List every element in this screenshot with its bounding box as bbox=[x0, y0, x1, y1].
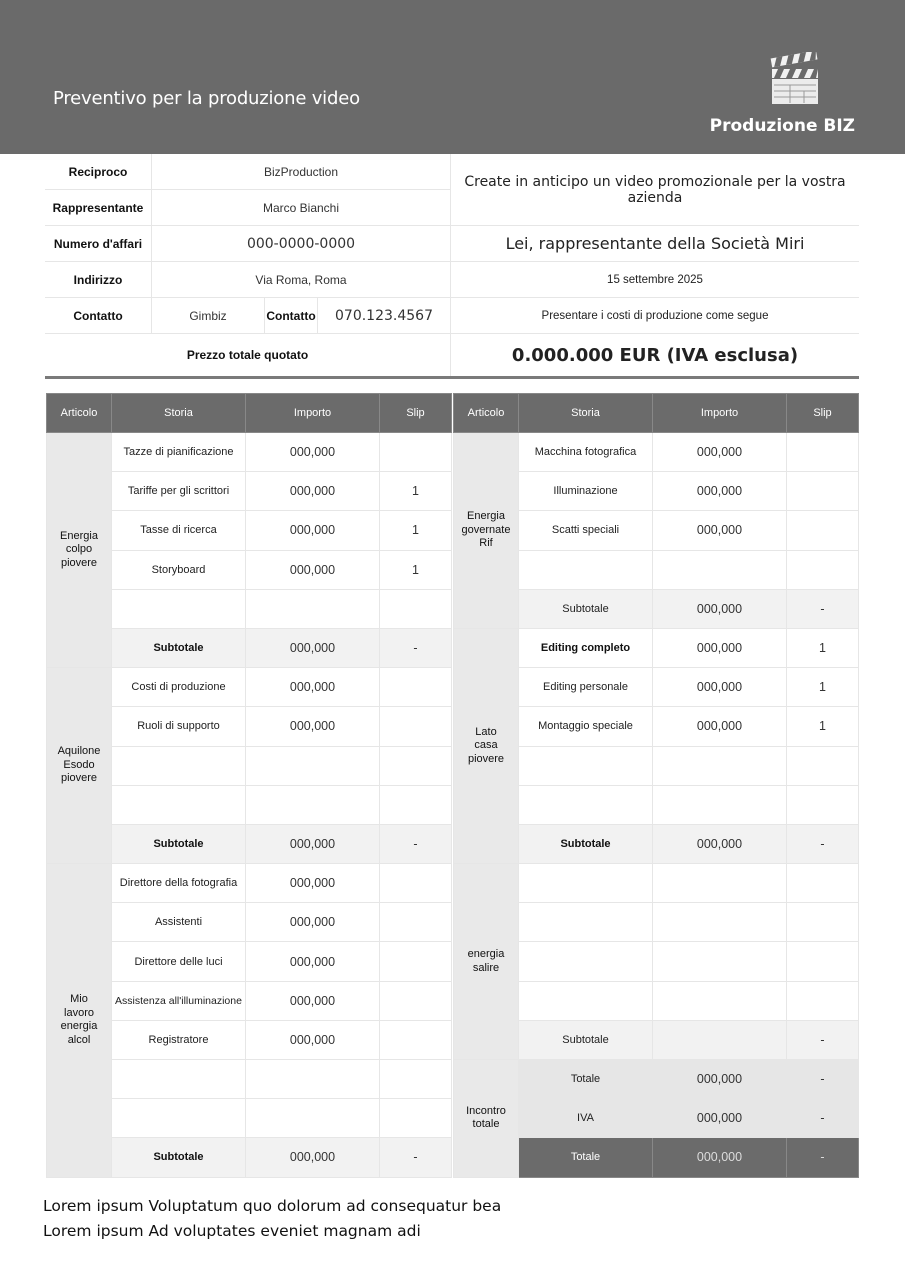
empty-cell bbox=[246, 589, 380, 628]
item-importo: 000,000 bbox=[653, 628, 787, 667]
item-importo: 000,000 bbox=[653, 472, 787, 511]
empty-cell bbox=[246, 1060, 380, 1099]
empty-cell bbox=[246, 746, 380, 785]
empty-cell bbox=[787, 550, 859, 589]
header-articolo: Articolo bbox=[47, 394, 112, 433]
recipient: Lei, rappresentante della Società Miri bbox=[450, 226, 859, 262]
item-storia: Assistenti bbox=[112, 903, 246, 942]
footer-line: Lorem ipsum Voluptatum quo dolorum ad consequatur bea bbox=[43, 1197, 502, 1215]
table-row bbox=[47, 864, 452, 903]
footer-line: Lorem ipsum Ad voluptates eveniet magnam adi bbox=[43, 1222, 421, 1240]
table-header bbox=[454, 394, 859, 433]
empty-cell bbox=[112, 589, 246, 628]
empty-cell bbox=[519, 785, 653, 824]
empty-cell bbox=[246, 785, 380, 824]
category-cell: Incontro totale bbox=[454, 1060, 519, 1178]
item-importo: 000,000 bbox=[246, 981, 380, 1020]
header-importo: Importo bbox=[653, 394, 787, 433]
quote-date: 15 settembre 2025 bbox=[450, 262, 859, 298]
subtotal-label: Subtotale bbox=[112, 824, 246, 863]
total-label: Totale bbox=[519, 1060, 653, 1099]
empty-cell bbox=[787, 746, 859, 785]
subtotal-importo: 000,000 bbox=[653, 589, 787, 628]
subtotal-label: Subtotale bbox=[112, 1138, 246, 1177]
item-importo: 000,000 bbox=[246, 511, 380, 550]
item-storia: Tasse di ricerca bbox=[112, 511, 246, 550]
table-row bbox=[454, 433, 859, 472]
empty-cell bbox=[519, 864, 653, 903]
subtotal-slip: - bbox=[380, 628, 452, 667]
item-slip bbox=[380, 903, 452, 942]
empty-cell bbox=[653, 981, 787, 1020]
info-label: Reciproco bbox=[45, 154, 152, 189]
table-row bbox=[454, 864, 859, 903]
category-cell: Mio lavoro energia alcol bbox=[47, 864, 112, 1178]
item-storia: Tariffe per gli scrittori bbox=[112, 472, 246, 511]
subtotal-importo: 000,000 bbox=[653, 824, 787, 863]
empty-cell bbox=[112, 1099, 246, 1138]
info-value: Marco Bianchi bbox=[262, 200, 340, 215]
empty-cell bbox=[519, 746, 653, 785]
subtotal-slip: - bbox=[380, 1138, 452, 1177]
empty-cell bbox=[653, 903, 787, 942]
empty-cell bbox=[519, 942, 653, 981]
grand-total-slip: - bbox=[787, 1138, 859, 1177]
item-importo: 000,000 bbox=[246, 668, 380, 707]
item-slip bbox=[380, 1020, 452, 1059]
info-value: 000-0000-0000 bbox=[246, 235, 356, 252]
info-row bbox=[45, 334, 450, 376]
item-slip bbox=[380, 981, 452, 1020]
item-storia: Editing completo bbox=[519, 628, 653, 667]
header-slip: Slip bbox=[380, 394, 452, 433]
empty-cell bbox=[653, 746, 787, 785]
item-storia: Scatti speciali bbox=[519, 511, 653, 550]
item-importo: 000,000 bbox=[246, 903, 380, 942]
vat-label: IVA bbox=[519, 1099, 653, 1138]
subtotal-label: Subtotale bbox=[519, 824, 653, 863]
empty-cell bbox=[112, 746, 246, 785]
table-row bbox=[47, 668, 452, 707]
item-storia: Illuminazione bbox=[519, 472, 653, 511]
item-slip bbox=[787, 511, 859, 550]
empty-cell bbox=[653, 942, 787, 981]
empty-cell bbox=[380, 746, 452, 785]
item-slip: 1 bbox=[787, 668, 859, 707]
total-importo: 000,000 bbox=[653, 1060, 787, 1099]
info-value: BizProduction bbox=[263, 164, 339, 179]
item-slip: 1 bbox=[380, 550, 452, 589]
subtotal-importo: 000,000 bbox=[246, 824, 380, 863]
subtotal-label: Subtotale bbox=[519, 589, 653, 628]
info-section bbox=[45, 154, 859, 378]
cost-table-left bbox=[46, 393, 452, 1178]
item-storia: Registratore bbox=[112, 1020, 246, 1059]
info-label: Numero d'affari bbox=[45, 226, 152, 261]
subtotal-slip: - bbox=[380, 824, 452, 863]
item-storia: Direttore della fotografia bbox=[112, 864, 246, 903]
empty-cell bbox=[380, 1099, 452, 1138]
empty-cell bbox=[653, 864, 787, 903]
info-value: Via Roma, Roma bbox=[255, 272, 347, 287]
vat-slip: - bbox=[787, 1099, 859, 1138]
page-title: Preventivo per la produzione video bbox=[53, 88, 360, 109]
empty-cell bbox=[787, 864, 859, 903]
table-row bbox=[47, 433, 452, 472]
item-storia: Assistenza all'illuminazione bbox=[112, 981, 246, 1020]
total-price-value: 0.000.000 EUR (IVA esclusa) bbox=[450, 334, 859, 376]
info-value: 070.123.4567 bbox=[335, 307, 433, 324]
header-banner bbox=[0, 0, 905, 154]
info-row bbox=[45, 262, 450, 298]
item-storia: Direttore delle luci bbox=[112, 942, 246, 981]
header-storia: Storia bbox=[112, 394, 246, 433]
subtotal-slip: - bbox=[787, 1020, 859, 1059]
info-label: Contatto bbox=[45, 298, 152, 333]
item-slip bbox=[380, 668, 452, 707]
divider bbox=[45, 376, 859, 379]
item-importo: 000,000 bbox=[246, 864, 380, 903]
item-importo: 000,000 bbox=[246, 550, 380, 589]
empty-cell bbox=[787, 942, 859, 981]
item-importo: 000,000 bbox=[246, 1020, 380, 1059]
empty-cell bbox=[112, 1060, 246, 1099]
item-slip bbox=[787, 433, 859, 472]
empty-cell bbox=[787, 981, 859, 1020]
info-row bbox=[45, 190, 450, 226]
item-slip: 1 bbox=[380, 511, 452, 550]
info-row bbox=[45, 154, 450, 190]
empty-cell bbox=[112, 785, 246, 824]
grand-total-importo: 000,000 bbox=[653, 1138, 787, 1177]
item-slip: 1 bbox=[787, 628, 859, 667]
item-importo: 000,000 bbox=[246, 433, 380, 472]
header-slip: Slip bbox=[787, 394, 859, 433]
info-value: Gimbiz bbox=[189, 308, 227, 323]
item-importo: 000,000 bbox=[653, 433, 787, 472]
empty-cell bbox=[380, 785, 452, 824]
empty-cell bbox=[380, 589, 452, 628]
header-storia: Storia bbox=[519, 394, 653, 433]
item-storia: Montaggio speciale bbox=[519, 707, 653, 746]
category-cell: Energia governate Rif bbox=[454, 433, 519, 629]
item-slip bbox=[380, 433, 452, 472]
empty-cell bbox=[380, 1060, 452, 1099]
grand-total-label: Totale bbox=[519, 1138, 653, 1177]
table-header bbox=[47, 394, 452, 433]
item-slip: 1 bbox=[787, 707, 859, 746]
info-label: Indirizzo bbox=[45, 262, 152, 297]
project-description: Create in anticipo un video promozionale per la vostra azienda bbox=[450, 154, 859, 226]
item-importo: 000,000 bbox=[246, 942, 380, 981]
item-slip bbox=[787, 472, 859, 511]
item-slip: 1 bbox=[380, 472, 452, 511]
item-importo: 000,000 bbox=[246, 472, 380, 511]
item-storia: Macchina fotografica bbox=[519, 433, 653, 472]
subtotal-importo: 000,000 bbox=[246, 1138, 380, 1177]
item-slip bbox=[380, 707, 452, 746]
clapperboard-icon bbox=[770, 52, 820, 104]
subtotal-importo: 000,000 bbox=[246, 628, 380, 667]
info-row bbox=[45, 226, 450, 262]
vat-importo: 000,000 bbox=[653, 1099, 787, 1138]
cost-table-right bbox=[453, 393, 859, 1178]
subtotal-importo bbox=[653, 1020, 787, 1059]
total-row bbox=[454, 1060, 859, 1099]
item-slip bbox=[380, 942, 452, 981]
empty-cell bbox=[519, 981, 653, 1020]
total-price-label: Prezzo totale quotato bbox=[186, 348, 309, 362]
empty-cell bbox=[653, 550, 787, 589]
subtotal-label: Subtotale bbox=[519, 1020, 653, 1059]
total-slip: - bbox=[787, 1060, 859, 1099]
subtotal-slip: - bbox=[787, 824, 859, 863]
empty-cell bbox=[519, 903, 653, 942]
quote-note: Presentare i costi di produzione come segue bbox=[450, 298, 859, 334]
header-importo: Importo bbox=[246, 394, 380, 433]
info-label: Contatto bbox=[264, 298, 318, 333]
header-articolo: Articolo bbox=[454, 394, 519, 433]
item-importo: 000,000 bbox=[653, 707, 787, 746]
item-storia: Tazze di pianificazione bbox=[112, 433, 246, 472]
category-cell: Energia colpo piovere bbox=[47, 433, 112, 668]
info-label: Rappresentante bbox=[45, 190, 152, 225]
item-importo: 000,000 bbox=[246, 707, 380, 746]
item-storia: Ruoli di supporto bbox=[112, 707, 246, 746]
item-storia: Editing personale bbox=[519, 668, 653, 707]
item-importo: 000,000 bbox=[653, 511, 787, 550]
item-slip bbox=[380, 864, 452, 903]
empty-cell bbox=[787, 785, 859, 824]
category-cell: Aquilone Esodo piovere bbox=[47, 668, 112, 864]
category-cell: Lato casa piovere bbox=[454, 628, 519, 863]
empty-cell bbox=[787, 903, 859, 942]
empty-cell bbox=[519, 550, 653, 589]
item-storia: Costi di produzione bbox=[112, 668, 246, 707]
empty-cell bbox=[653, 785, 787, 824]
brand-name: Produzione BIZ bbox=[709, 116, 855, 136]
info-row bbox=[45, 298, 450, 334]
table-row bbox=[454, 628, 859, 667]
category-cell: energia salire bbox=[454, 864, 519, 1060]
item-storia: Storyboard bbox=[112, 550, 246, 589]
subtotal-slip: - bbox=[787, 589, 859, 628]
item-importo: 000,000 bbox=[653, 668, 787, 707]
subtotal-label: Subtotale bbox=[112, 628, 246, 667]
empty-cell bbox=[246, 1099, 380, 1138]
